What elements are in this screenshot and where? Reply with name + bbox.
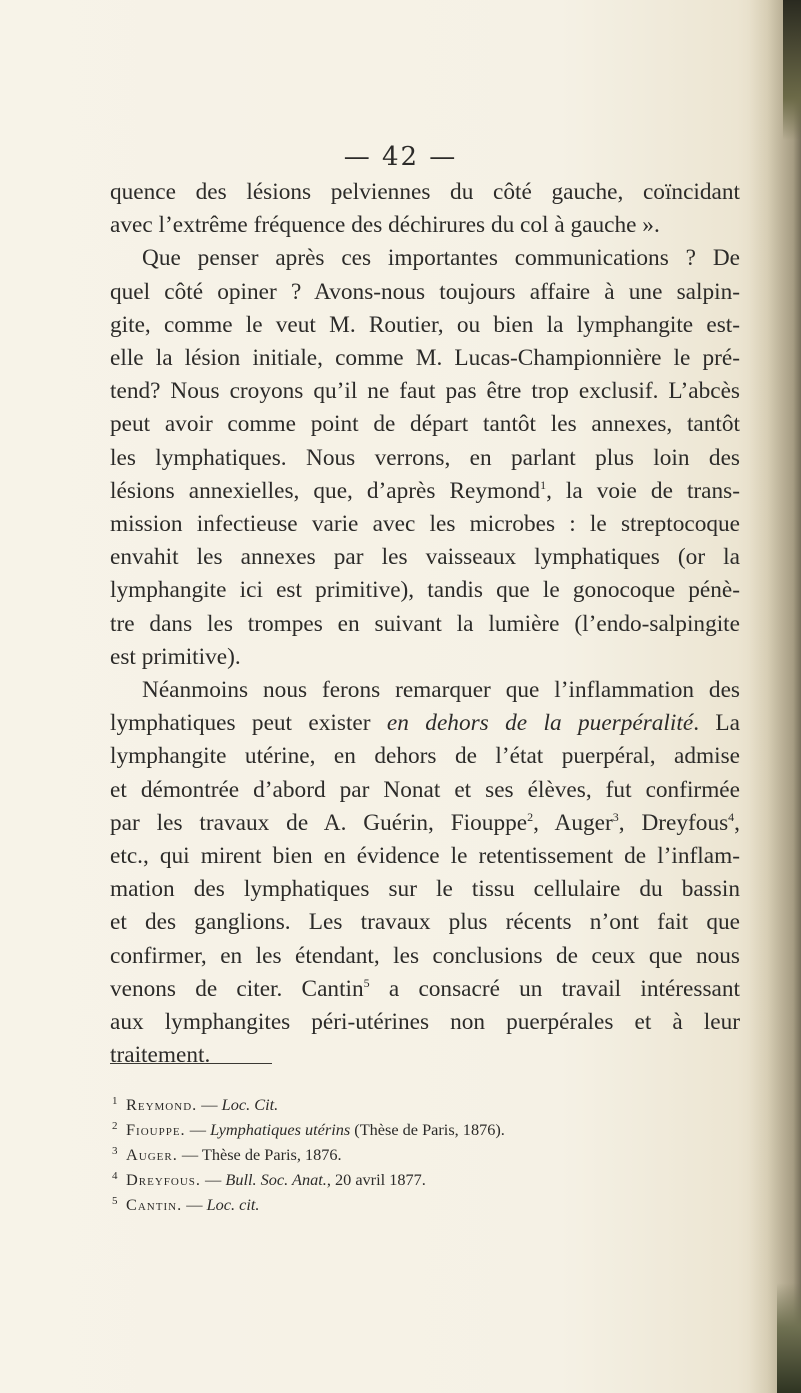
page-edge-dark-top: [783, 0, 801, 140]
footnote-text: —: [200, 1170, 226, 1189]
footnote-author: Fiouppe.: [126, 1120, 186, 1139]
footnote: 4 Dreyfous. — Bull. Soc. Anat., 20 avril 1877.: [112, 1170, 426, 1189]
footnote: 3 Auger. — Thèse de Paris, 1876.: [112, 1145, 342, 1164]
text-line: peut avoir comme point de départ tantôt les annexes, tantôt: [110, 411, 740, 438]
page-edge-shadow: [749, 0, 801, 1393]
footnote-ref: 3: [612, 809, 619, 824]
footnote-italic: Loc. Cit.: [221, 1095, 279, 1114]
footnote-text: (Thèse de Paris, 1876).: [350, 1120, 505, 1139]
text-line: etc., qui mirent bien en évidence le retentissement de l’inflam-: [110, 843, 740, 870]
footnote-author: Auger.: [126, 1145, 178, 1164]
text-line: est primitive).: [110, 643, 241, 670]
text-line: tre dans les trompes en suivant la lumière (l’endo-salpingite: [110, 610, 740, 637]
text-fragment: ,: [734, 809, 740, 836]
text-line: aux lymphangites péri-utérines non puerpérales et à leur: [110, 1009, 740, 1036]
text-line: [110, 807, 740, 840]
text-line: et démontrée d’abord par Nonat et ses élèves, fut confirmée: [110, 776, 740, 803]
text-line: elle la lésion initiale, comme M. Lucas-Championnière le pré-: [110, 345, 740, 372]
footnote-author: Cantin.: [126, 1195, 183, 1214]
text-line: [110, 973, 740, 1006]
footnote-text: —: [197, 1095, 222, 1114]
footnote-separator: [110, 1063, 272, 1064]
body-text: [110, 176, 740, 1072]
page-number: — 42 —: [343, 142, 458, 172]
text-line: quel côté opiner ? Avons-nous toujours affaire à une salpin-: [110, 278, 740, 305]
footnotes: [112, 1092, 712, 1217]
text-line: Néanmoins nous ferons remarquer que l’inflammation des: [142, 677, 740, 704]
text-line: [110, 475, 740, 508]
footnote-ref: 4: [728, 809, 735, 824]
text-line: quence des lésions pelviennes du côté gauche, coïncidant: [110, 179, 740, 205]
footnote-text: —: [182, 1195, 207, 1214]
text-line: avec l’extrême fréquence des déchirures du col à gauche ».: [110, 212, 660, 239]
footnote-italic: Bull. Soc. Anat.: [225, 1170, 327, 1189]
footnote-text: —: [185, 1120, 211, 1139]
footnote-ref: 2: [527, 809, 534, 824]
text-line: et des ganglions. Les travaux plus récents n’ont fait que: [110, 909, 740, 936]
text-fragment: . La: [693, 710, 740, 737]
footnote-ref: 1: [540, 477, 547, 492]
text-fragment: par les travaux de A. Guérin, Fiouppe: [110, 809, 528, 836]
footnote-italic: Lymphatiques utérins: [210, 1120, 351, 1139]
text-line: lymphangite ici est primitive), tandis que le gonocoque pénè-: [110, 577, 740, 604]
footnote: 1 Reymond. — Loc. Cit.: [112, 1095, 279, 1114]
footnote-author: Dreyfous.: [126, 1170, 201, 1189]
page-edge-dark-bottom: [777, 1283, 801, 1393]
text-line: tend? Nous croyons qu’il ne faut pas être trop exclusif. L’abcès: [110, 378, 740, 405]
footnote: 5 Cantin. — Loc. cit.: [112, 1195, 260, 1214]
text-line: confirmer, en les étendant, les conclusions de ceux que nous: [110, 942, 740, 969]
footnote: 2 Fiouppe. — Lymphatiques utérins (Thèse de Paris, 1876).: [112, 1120, 505, 1139]
footnote-italic: Loc. cit.: [206, 1195, 260, 1214]
text-fragment: , Auger: [533, 809, 613, 836]
text-line: traitement.: [110, 1042, 211, 1069]
footnote-text: , 20 avril 1877.: [326, 1170, 426, 1189]
text-line: Que penser après ces importantes communications ? De: [142, 245, 740, 272]
text-line: lymphangite utérine, en dehors de l’état puerpéral, admise: [110, 743, 740, 770]
footnote-ref: 5: [363, 975, 370, 990]
text-line: [110, 707, 740, 740]
text-line: envahit les annexes par les vaisseaux lymphatiques (or la: [110, 544, 740, 571]
italic-fragment: en dehors de la puerpéralité: [386, 710, 694, 737]
text-fragment: , la voie de trans-: [546, 477, 740, 504]
text-line: mission infectieuse varie avec les microbes : le streptocoque: [110, 511, 740, 538]
text-fragment: venons de citer. Cantin: [110, 975, 364, 1002]
text-line: mation des lymphatiques sur le tissu cellulaire du bassin: [110, 876, 740, 903]
footnote-author: Reymond.: [126, 1095, 198, 1114]
text-line: gite, comme le veut M. Routier, ou bien la lymphangite est-: [110, 311, 740, 338]
text-fragment: , Dreyfous: [618, 809, 729, 836]
footnote-text: — Thèse de Paris, 1876.: [177, 1145, 342, 1164]
text-fragment: lésions annexielles, que, d’après Reymond: [110, 477, 541, 504]
text-fragment: a consacré un travail intéressant: [369, 975, 740, 1002]
text-fragment: lymphatiques peut exister: [110, 710, 387, 737]
text-line: les lymphatiques. Nous verrons, en parlant plus loin des: [110, 444, 740, 471]
